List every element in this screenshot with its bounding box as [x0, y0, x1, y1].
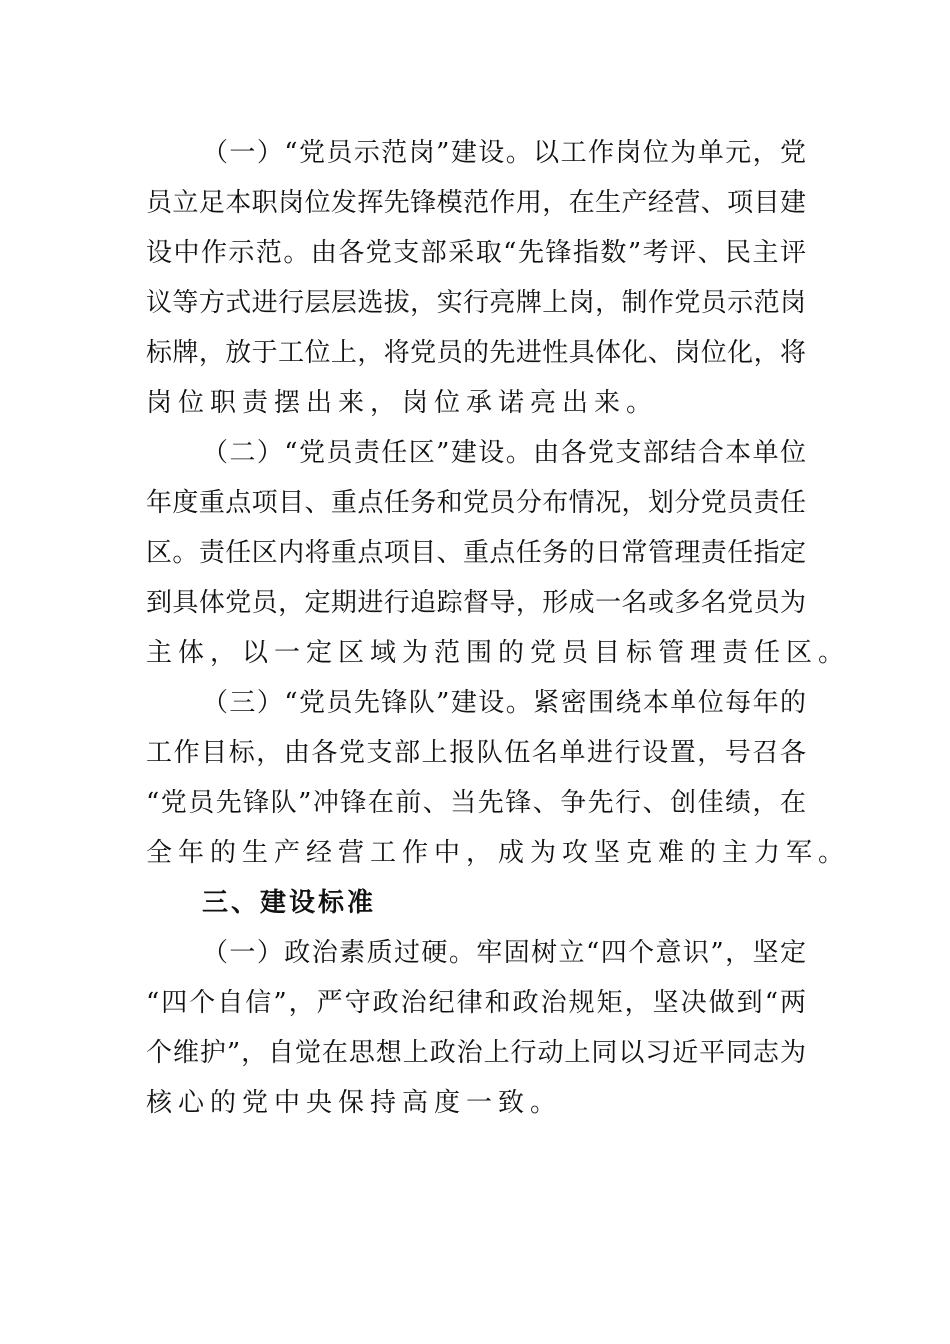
- paragraph-line: 主体，以一定区域为范围的党员目标管理责任区。: [146, 638, 851, 668]
- paragraph-political-quality: [146, 928, 806, 1128]
- paragraph-line: （二）“党员责任区”建设。由各党支部结合本单位: [202, 438, 806, 468]
- paragraph-line: 工作目标，由各党支部上报队伍名单进行设置，号召各: [146, 738, 806, 768]
- paragraph-party-member-responsibility-area: [146, 428, 851, 678]
- paragraph-line: 区。责任区内将重点项目、重点任务的日常管理责任指定: [146, 538, 806, 568]
- paragraph-line: （一）政治素质过硬。牢固树立“四个意识”，坚定: [202, 938, 806, 968]
- paragraph-line: 全年的生产经营工作中，成为攻坚克难的主力军。: [146, 838, 851, 868]
- paragraph-line: 年度重点项目、重点任务和党员分布情况，划分党员责任: [146, 488, 806, 518]
- paragraph-line: “党员先锋队”冲锋在前、当先锋、争先行、创佳绩，在: [146, 788, 806, 818]
- paragraph-line: “四个自信”，严守政治纪律和政治规矩，坚决做到“两: [146, 988, 806, 1018]
- paragraph-party-member-vanguard-team: [146, 678, 851, 878]
- paragraph-line: （一）“党员示范岗”建设。以工作岗位为单元，党: [202, 138, 806, 168]
- paragraph-line: 岗位职责摆出来，岗位承诺亮出来。: [146, 388, 659, 418]
- paragraph-line: 核心的党中央保持高度一致。: [146, 1088, 563, 1118]
- paragraph-line: 标牌，放于工位上，将党员的先进性具体化、岗位化，将: [146, 338, 806, 368]
- section-heading: 三、建设标准: [202, 888, 377, 918]
- paragraph-line: 个维护”，自觉在思想上政治上行动上同以习近平同志为: [146, 1038, 806, 1068]
- paragraph-line: 员立足本职岗位发挥先锋模范作用，在生产经营、项目建: [146, 188, 806, 218]
- document-body: [146, 128, 851, 1128]
- paragraph-party-member-model-post: [146, 128, 806, 428]
- paragraph-line: 到具体党员，定期进行追踪督导，形成一名或多名党员为: [146, 588, 806, 618]
- paragraph-line: 设中作示范。由各党支部采取“先锋指数”考评、民主评: [146, 238, 806, 268]
- paragraph-line: （三）“党员先锋队”建设。紧密围绕本单位每年的: [202, 688, 806, 718]
- paragraph-line: 议等方式进行层层选拔，实行亮牌上岗，制作党员示范岗: [146, 288, 806, 318]
